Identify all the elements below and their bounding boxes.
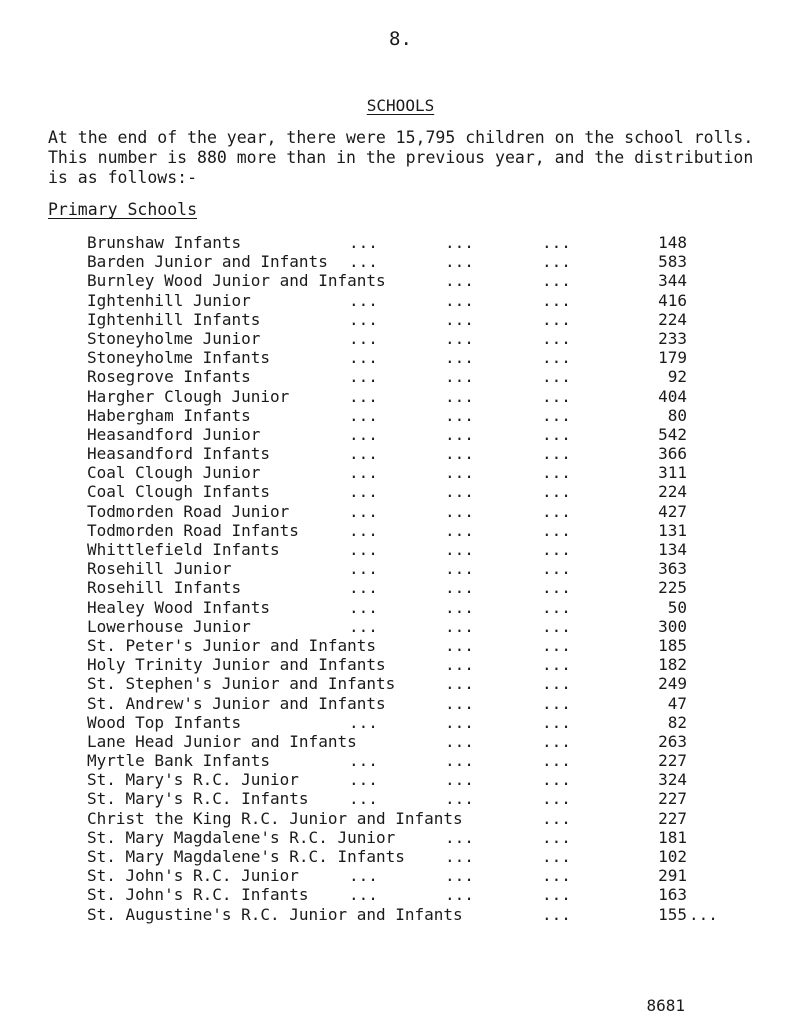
school-count: 134 xyxy=(658,540,687,559)
leader-dots: ... xyxy=(349,367,378,387)
leader-dots: ... xyxy=(349,309,378,329)
leader-dots: ... xyxy=(445,866,474,886)
leader-dots: ... xyxy=(349,252,378,272)
school-name: Hargher Clough Junior xyxy=(87,386,290,406)
school-row xyxy=(87,847,687,866)
school-count: 92 xyxy=(667,367,687,387)
leader-dots: ... xyxy=(542,328,571,348)
school-row xyxy=(87,387,687,406)
leader-dots: ... xyxy=(349,290,378,310)
school-name: Coal Clough Junior xyxy=(87,463,261,483)
school-name: Rosehill Infants xyxy=(87,578,242,598)
leader-dots: ... xyxy=(349,386,378,406)
school-row xyxy=(87,559,687,578)
school-row xyxy=(87,674,687,693)
school-row xyxy=(87,770,687,789)
school-name: Whittlefield Infants xyxy=(87,540,280,559)
school-count: 227 xyxy=(658,808,687,828)
leader-dots: ... xyxy=(542,827,571,847)
leader-dots: ... xyxy=(445,712,474,732)
school-count: 324 xyxy=(658,770,687,790)
leader-dots: ... xyxy=(349,233,378,252)
leader-dots: ... xyxy=(349,616,378,636)
school-row xyxy=(87,348,687,367)
school-row xyxy=(87,789,687,808)
leader-dots: ... xyxy=(445,482,474,502)
leader-dots: ... xyxy=(349,540,378,559)
school-name: Heasandford Junior xyxy=(87,424,261,444)
school-name: Todmorden Road Infants xyxy=(87,520,299,540)
leader-dots: ... xyxy=(542,405,571,425)
leader-dots: ... xyxy=(445,751,474,771)
school-name: St. Peter's Junior and Infants xyxy=(87,635,376,655)
leader-dots: ... xyxy=(349,751,378,771)
leader-dots: ... xyxy=(445,578,474,598)
leader-dots: ... xyxy=(349,559,378,579)
school-name: St. Mary Magdalene's R.C. Junior xyxy=(87,827,396,847)
leader-dots: ... xyxy=(349,578,378,598)
total-value: 8681 xyxy=(646,996,685,1015)
leader-dots: ... xyxy=(542,597,571,617)
school-row xyxy=(87,598,687,617)
school-count: 224 xyxy=(658,482,687,502)
school-row xyxy=(87,617,687,636)
school-count: 148 xyxy=(658,233,687,252)
leader-dots: ... xyxy=(445,827,474,847)
page-heading xyxy=(0,96,801,115)
school-name: Christ the King R.C. Junior and Infants xyxy=(87,808,463,828)
leader-dots: ... xyxy=(445,252,474,272)
leader-dots: ... xyxy=(445,559,474,579)
leader-dots: ... xyxy=(445,789,474,809)
leader-dots: ... xyxy=(349,789,378,809)
leader-dots: ... xyxy=(542,540,571,559)
school-row xyxy=(87,713,687,732)
leader-dots: ... xyxy=(445,271,474,291)
leader-dots: ... xyxy=(445,328,474,348)
school-name: Burnley Wood Junior and Infants xyxy=(87,271,386,291)
school-count: 179 xyxy=(658,348,687,368)
leader-dots: ... xyxy=(445,309,474,329)
leader-dots: ... xyxy=(445,290,474,310)
school-count: 311 xyxy=(658,463,687,483)
leader-dots: ... xyxy=(445,520,474,540)
school-row xyxy=(87,271,687,290)
school-row xyxy=(87,482,687,501)
leader-dots: ... xyxy=(542,348,571,368)
school-name: St. Mary's R.C. Junior xyxy=(87,770,299,790)
school-count: 82 xyxy=(667,712,687,732)
school-name: Brunshaw Infants xyxy=(87,233,242,252)
school-name: Ightenhill Junior xyxy=(87,290,251,310)
school-name: Stoneyholme Junior xyxy=(87,328,261,348)
leader-dots: ... xyxy=(349,348,378,368)
school-count: 225 xyxy=(658,578,687,598)
school-name: Heasandford Infants xyxy=(87,444,271,464)
school-row xyxy=(87,521,687,540)
school-name: Rosehill Junior xyxy=(87,559,232,579)
leader-dots: ... xyxy=(542,751,571,771)
leader-dots: ... xyxy=(542,367,571,387)
leader-dots: ... xyxy=(542,444,571,464)
school-count: 583 xyxy=(658,252,687,272)
leader-dots: ... xyxy=(542,808,571,828)
school-name: Habergham Infants xyxy=(87,405,251,425)
leader-dots: ... xyxy=(542,578,571,598)
leader-dots: ... xyxy=(542,866,571,886)
school-row xyxy=(87,866,687,885)
school-count: 227 xyxy=(658,751,687,771)
leader-dots: ... xyxy=(349,866,378,886)
school-count: 185 xyxy=(658,635,687,655)
school-count: 300 xyxy=(658,616,687,636)
school-row xyxy=(87,636,687,655)
leader-dots: ... xyxy=(542,252,571,272)
school-name: St. Augustine's R.C. Junior and Infants xyxy=(87,904,463,924)
leader-dots: ... xyxy=(445,405,474,425)
leader-dots: ... xyxy=(542,655,571,675)
heading-text: SCHOOLS xyxy=(366,96,435,115)
school-row xyxy=(87,809,687,828)
school-name: Lowerhouse Junior xyxy=(87,616,251,636)
leader-dots: ... xyxy=(542,712,571,732)
leader-dots: ... xyxy=(349,463,378,483)
leader-dots: ... xyxy=(445,463,474,483)
leader-dots: ... xyxy=(445,424,474,444)
school-row xyxy=(87,732,687,751)
leader-dots: ... xyxy=(349,444,378,464)
leader-dots: ... xyxy=(445,444,474,464)
leader-dots: ... xyxy=(445,233,474,252)
school-name: St. John's R.C. Infants xyxy=(87,885,309,905)
leader-dots: ... xyxy=(542,290,571,310)
school-name: St. John's R.C. Junior xyxy=(87,866,299,886)
leader-dots: ... xyxy=(542,731,571,751)
school-name: Rosegrove Infants xyxy=(87,367,251,387)
school-name: St. Andrew's Junior and Infants xyxy=(87,693,386,713)
school-row xyxy=(87,291,687,310)
school-name: St. Mary's R.C. Infants xyxy=(87,789,309,809)
school-count: 181 xyxy=(658,827,687,847)
school-count: 263 xyxy=(658,731,687,751)
leader-dots: ... xyxy=(445,770,474,790)
leader-dots: ... xyxy=(349,712,378,732)
leader-dots: ... xyxy=(445,655,474,675)
school-row xyxy=(87,904,718,924)
leader-dots: ... xyxy=(542,559,571,579)
leader-dots: ... xyxy=(542,520,571,540)
school-name: Stoneyholme Infants xyxy=(87,348,271,368)
school-row xyxy=(87,406,687,425)
school-name: Myrtle Bank Infants xyxy=(87,751,271,771)
school-name: Healey Wood Infants xyxy=(87,597,271,617)
school-row xyxy=(87,885,687,904)
leader-dots: ... xyxy=(349,424,378,444)
leader-dots: ... xyxy=(542,482,571,502)
leader-dots: ... xyxy=(542,635,571,655)
school-count: 80 xyxy=(667,405,687,425)
leader-dots: ... xyxy=(349,501,378,521)
school-count: 542 xyxy=(658,424,687,444)
leader-dots: ... xyxy=(542,309,571,329)
school-row xyxy=(87,751,687,770)
leader-dots: ... xyxy=(445,731,474,751)
leader-dots: ... xyxy=(542,770,571,790)
leader-dots: ... xyxy=(542,501,571,521)
leader-dots: ... xyxy=(445,616,474,636)
school-row xyxy=(87,578,687,597)
leader-dots: ... xyxy=(445,674,474,694)
leader-dots: ... xyxy=(445,540,474,559)
school-count: 131 xyxy=(658,520,687,540)
school-row xyxy=(87,233,687,252)
school-count: 227 xyxy=(658,789,687,809)
school-row xyxy=(87,367,687,386)
leader-dots: ... xyxy=(445,885,474,905)
school-count: 427 xyxy=(658,501,687,521)
leader-dots: ... xyxy=(445,367,474,387)
school-name: Todmorden Road Junior xyxy=(87,501,290,521)
leader-dots: ... xyxy=(349,405,378,425)
leader-dots: ... xyxy=(542,789,571,809)
school-count: 155 xyxy=(658,904,687,924)
school-count: 363 xyxy=(658,559,687,579)
leader-dots: ... xyxy=(542,693,571,713)
school-count: 291 xyxy=(658,866,687,886)
school-name: Coal Clough Infants xyxy=(87,482,271,502)
school-name: Lane Head Junior and Infants xyxy=(87,731,357,751)
intro-paragraph: At the end of the year, there were 15,795 children on the school rolls. This number is 880 more than in the previous year, and the distribution is as follows:- xyxy=(48,128,754,187)
leader-dots: ... xyxy=(445,635,474,655)
school-count: 47 xyxy=(667,693,687,713)
school-name: Holy Trinity Junior and Infants xyxy=(87,655,386,675)
school-row xyxy=(87,252,687,271)
leader-dots: ... xyxy=(445,693,474,713)
leader-dots: ... xyxy=(445,501,474,521)
school-count: 249 xyxy=(658,674,687,694)
school-count: 366 xyxy=(658,444,687,464)
school-row xyxy=(87,655,687,674)
leader-dots: ... xyxy=(542,233,571,252)
school-row xyxy=(87,694,687,713)
school-count: 50 xyxy=(667,597,687,617)
school-list xyxy=(87,233,718,924)
leader-dots: ... xyxy=(542,616,571,636)
school-name: St. Stephen's Junior and Infants xyxy=(87,674,396,694)
school-row xyxy=(87,444,687,463)
school-row xyxy=(87,540,687,559)
leader-dots: ... xyxy=(542,271,571,291)
school-row xyxy=(87,329,687,348)
school-name: Barden Junior and Infants xyxy=(87,252,328,272)
school-count: 102 xyxy=(658,847,687,866)
leader-dots: ... xyxy=(445,597,474,617)
leader-dots: ... xyxy=(542,386,571,406)
school-name: Ightenhill Infants xyxy=(87,309,261,329)
school-row xyxy=(87,828,687,847)
school-count: 182 xyxy=(658,655,687,675)
school-count: 163 xyxy=(658,885,687,905)
leader-dots: ... xyxy=(349,885,378,905)
school-row xyxy=(87,463,687,482)
leader-dots: ... xyxy=(542,424,571,444)
leader-dots: ... xyxy=(445,386,474,406)
leader-dots: ... xyxy=(542,904,571,924)
school-row xyxy=(87,502,687,521)
leader-dots: ... xyxy=(349,328,378,348)
leader-dots: ... xyxy=(542,885,571,905)
school-count: 224 xyxy=(658,309,687,329)
section-title: Primary Schools xyxy=(48,200,198,219)
school-name: St. Mary Magdalene's R.C. Infants xyxy=(87,847,405,866)
school-row xyxy=(87,425,687,444)
school-count: 233 xyxy=(658,328,687,348)
leader-dots: ... xyxy=(349,770,378,790)
leader-dots: ... xyxy=(542,463,571,483)
school-count: 344 xyxy=(658,271,687,291)
school-row xyxy=(87,310,687,329)
leader-dots: ... xyxy=(349,597,378,617)
leader-dots: ... xyxy=(349,520,378,540)
leader-dots: ... xyxy=(445,847,474,866)
page-number: 8. xyxy=(389,28,412,50)
leader-dots: ... xyxy=(542,674,571,694)
leader-dots: ... xyxy=(445,348,474,368)
school-count: 404 xyxy=(658,386,687,406)
leader-dots: ... xyxy=(349,482,378,502)
school-count: 416 xyxy=(658,290,687,310)
trailing-dots: ... xyxy=(689,904,718,924)
school-name: Wood Top Infants xyxy=(87,712,242,732)
leader-dots: ... xyxy=(542,847,571,866)
